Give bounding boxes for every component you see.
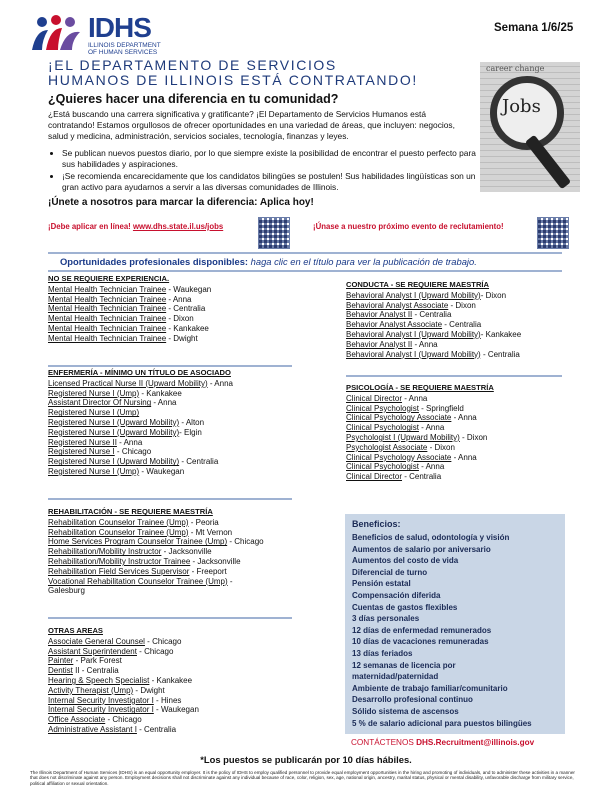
job-title-link[interactable]: Clinical Director	[346, 472, 403, 482]
job-listing	[48, 537, 264, 547]
page-title	[48, 58, 468, 88]
job-listing	[48, 586, 264, 596]
section-psychology	[346, 383, 494, 482]
job-listing	[48, 676, 199, 686]
recruitment-event-link[interactable]: ¡Únase a nuestro próximo evento de reclutamiento!	[313, 222, 504, 231]
job-title-link[interactable]: Behavioral Analyst I (Upward Mobility)	[346, 329, 481, 339]
job-listing	[346, 301, 521, 311]
job-listing	[346, 433, 494, 443]
benefits-list	[352, 532, 532, 729]
job-title-link[interactable]: Vocational Rehabilitation Counselor Trainee (Ump)	[48, 576, 228, 586]
job-listing	[346, 394, 494, 404]
job-location: - Dixon	[427, 442, 455, 452]
job-location: - Centralia	[442, 320, 482, 330]
job-title-link[interactable]: Registered Nurse I (Ump)	[48, 388, 140, 398]
headline-line-1: ¡EL DEPARTAMENTO DE SERVICIOS	[48, 57, 337, 73]
benefit-item: Sólido sistema de ascensos	[352, 706, 459, 716]
job-location: - Anna	[207, 378, 233, 388]
job-location: - Dixon	[459, 432, 488, 442]
job-listing	[48, 557, 264, 567]
job-title-link[interactable]: Registered Nurse I (Upward Mobility)	[48, 417, 180, 427]
section-heading: CONDUCTA - SE REQUIERE MAESTRÍA	[346, 280, 490, 289]
job-title-link[interactable]: Behavioral Analyst Associate	[346, 300, 449, 310]
job-title-link[interactable]: Activity Therapist (Ump)	[48, 685, 134, 695]
job-title-link[interactable]: Behavioral Analyst I (Upward Mobility)	[346, 349, 481, 359]
job-title-link[interactable]: Registered Nurse I	[48, 447, 115, 457]
job-location: - Chicago	[114, 447, 152, 457]
job-location: - Mt Vernon	[188, 527, 233, 537]
job-listing	[48, 314, 211, 324]
job-listing	[48, 518, 264, 528]
job-listing	[48, 457, 233, 467]
job-listing	[346, 462, 494, 472]
job-location: - Anna	[418, 462, 445, 472]
divider	[346, 375, 562, 377]
job-location: - Anna	[451, 413, 477, 423]
logo-title: IDHS	[88, 12, 151, 43]
job-title-link[interactable]: Mental Health Technician Trainee	[48, 323, 167, 333]
info-bullets	[56, 148, 482, 194]
divider	[48, 365, 292, 367]
job-listing	[48, 334, 211, 344]
job-listing	[346, 350, 521, 360]
job-location: - Jacksonville	[161, 547, 212, 557]
job-location: - Waukegan	[153, 705, 199, 715]
benefit-item: Aumentos de salario por aniversario	[352, 544, 491, 554]
qr-code-icon[interactable]	[258, 217, 290, 249]
job-listing	[48, 705, 199, 715]
job-location: II - Centralia	[72, 666, 119, 676]
job-title-link[interactable]: Licensed Practical Nurse II (Upward Mobility)	[48, 378, 208, 388]
job-listing	[346, 330, 521, 340]
job-listing	[48, 408, 233, 418]
legal-disclaimer: The Illinois Department of Human Services (IDHS) is an equal opportunity employer. It is the policy of IDHS to employ qualified personnel to provide equal employment opportunities in the hiring and promoting of individuals, and to administer these activities in a manner that does not discriminate against any person. Employment decisions shall not discriminate against any individual because of race, color, religion, sex, age, national origin, ancestry, marital status, physical or mental disability, unfavorable discharge from military service, political affiliation or sexual orientation.	[30, 770, 575, 786]
job-listing	[346, 320, 521, 330]
job-listing	[48, 304, 211, 314]
section-other-areas	[48, 626, 199, 735]
job-listing	[48, 389, 233, 399]
people-logo-icon	[28, 14, 84, 52]
job-location: - Park Forest	[73, 656, 122, 666]
join-callout: ¡Únete a nosotros para marcar la diferencia: Aplica hoy!	[48, 197, 314, 208]
job-title-link[interactable]: Registered Nurse I (Ump)	[48, 466, 140, 476]
job-listing	[48, 295, 211, 305]
job-title-link[interactable]: Hearing & Speech Specialist	[48, 675, 150, 685]
opportunities-bold: Oportunidades profesionales disponibles:	[60, 256, 249, 267]
benefits-title: Beneficios:	[352, 519, 401, 529]
job-title-link[interactable]: Clinical Psychologist	[346, 403, 419, 413]
job-listing	[346, 443, 494, 453]
benefit-item: maternidad/paternidad	[352, 672, 439, 682]
section-conduct	[346, 280, 521, 359]
job-title-link[interactable]: Administrative Assistant I	[48, 724, 137, 734]
job-title-link[interactable]: Internal Security Investigator I	[48, 695, 154, 705]
job-location: - Centralia	[179, 457, 219, 467]
benefit-item: 13 días feriados	[352, 648, 413, 658]
job-title-link[interactable]: Rehabilitation Counselor Trainee (Ump)	[48, 517, 189, 527]
job-location: - Dwight	[133, 685, 165, 695]
job-title-link[interactable]: Registered Nurse II	[48, 437, 117, 447]
job-listing	[48, 438, 233, 448]
job-title-link[interactable]: Behavior Analyst II	[346, 339, 413, 349]
photo-caption: career change	[486, 64, 545, 73]
job-location: - Jacksonville	[190, 556, 241, 566]
jobs-link[interactable]: www.dhs.state.il.us/jobs	[132, 222, 224, 231]
job-listing	[48, 577, 264, 587]
job-title-link[interactable]: Rehabilitation Field Services Supervisor	[48, 566, 190, 576]
job-title-link[interactable]: Mental Health Technician Trainee	[48, 294, 167, 304]
photo-jobs-word: Jobs	[502, 96, 541, 117]
job-location: - Centralia	[402, 472, 442, 482]
benefit-item: 5 % de salario adicional para puestos bilingües	[352, 718, 532, 728]
contact-line	[351, 738, 534, 747]
job-title-link[interactable]: Assistant Director Of Nursing	[48, 398, 152, 408]
job-listing	[48, 696, 199, 706]
job-location: - Chicago	[227, 537, 264, 547]
job-listing	[48, 637, 199, 647]
section-rehabilitation	[48, 507, 264, 596]
benefit-item: Diferencial de turno	[352, 567, 428, 577]
benefit-item: Cuentas de gastos flexibles	[352, 602, 458, 612]
job-location: - Anna	[402, 393, 428, 403]
job-location: - Hines	[153, 695, 182, 705]
benefit-item: Beneficios de salud, odontología y visión	[352, 533, 510, 542]
job-title-link[interactable]: Painter	[48, 656, 74, 666]
job-listing	[48, 285, 211, 295]
job-location: - Kankakee	[139, 388, 182, 398]
bullet-2: • ¡Se recomienda encarecidamente que los candidatos bilingües se postulen! Sus habilidades lingüísticas son un gran activo para ayudarnos a servir a las diversas comunidades de Illinois.	[62, 171, 482, 193]
job-listing	[48, 418, 233, 428]
job-listing	[48, 428, 233, 438]
job-listing	[346, 310, 521, 320]
job-title-link[interactable]: Rehabilitation/Mobility Instructor Trainee	[48, 556, 191, 566]
job-location: - Kankakee	[166, 323, 209, 333]
job-location: - Elgin	[179, 427, 202, 437]
bullet-1: • Se publican nuevos puestos diario, por lo que siempre existe la posibilidad de encontrar el puesto perfecto para sus habilidades y aspiraciones.	[62, 148, 482, 170]
contact-label: CONTÁCTENOS	[351, 738, 414, 747]
job-location: - Anna	[166, 294, 192, 304]
job-listing	[48, 528, 264, 538]
apply-online	[48, 222, 223, 231]
job-title-link[interactable]: Clinical Psychologist	[346, 423, 419, 433]
job-location: - Centralia	[166, 304, 206, 314]
job-title-link[interactable]: Rehabilitation/Mobility Instructor	[48, 547, 162, 557]
job-listing	[48, 398, 233, 408]
job-title-link[interactable]: Mental Health Technician Trainee	[48, 304, 167, 314]
job-title-link[interactable]: Clinical Director	[346, 393, 403, 403]
section-heading: NO SE REQUIERE EXPERIENCIA.	[48, 274, 170, 283]
job-title-link[interactable]: Office Associate	[48, 715, 106, 725]
divider	[48, 252, 562, 254]
opportunities-italic: haga clic en el título para ver la publicación de trabajo.	[250, 256, 477, 267]
benefit-item: 12 semanas de licencia por	[352, 660, 456, 670]
job-listing	[346, 423, 494, 433]
job-location: - Waukegan	[139, 466, 185, 476]
benefit-item: 10 días de vacaciones remuneradas	[352, 637, 489, 647]
logo-sub-1: ILLINOIS DEPARTMENT	[88, 42, 161, 49]
headline-line-2: HUMANOS DE ILLINOIS ESTÁ CONTRATANDO!	[48, 72, 418, 88]
divider	[48, 498, 292, 500]
job-title-link[interactable]: Mental Health Technician Trainee	[48, 284, 167, 294]
job-title-link[interactable]: Internal Security Investigator I	[48, 705, 154, 715]
benefit-item: Compensación diferida	[352, 590, 441, 600]
job-listing	[346, 453, 494, 463]
posting-notice: *Los puestos se publicarán por 10 días hábiles.	[200, 754, 412, 765]
job-location: - Kankakee	[149, 675, 193, 685]
job-location: Galesburg	[48, 586, 85, 596]
job-title-link[interactable]: Behavior Analyst II	[346, 310, 413, 320]
job-title-link[interactable]: Behavioral Analyst I (Upward Mobility)	[346, 290, 481, 300]
job-location: - Freeport	[189, 566, 227, 576]
benefit-item: Aumentos del costo de vida	[352, 556, 459, 566]
job-title-link[interactable]: Clinical Psychology Associate	[346, 452, 452, 462]
job-title-link[interactable]: Clinical Psychology Associate	[346, 413, 452, 423]
job-title-link[interactable]: Home Services Program Counselor Trainee (Ump)	[48, 537, 228, 547]
job-listing	[48, 686, 199, 696]
opportunities-heading	[60, 256, 477, 267]
logo-wordmark	[88, 14, 161, 56]
job-title-link[interactable]: Registered Nurse I (Upward Mobility)	[48, 427, 180, 437]
job-location: - Anna	[116, 437, 143, 447]
job-title-link[interactable]: Clinical Psychologist	[346, 462, 419, 472]
job-location: - Waukegan	[166, 284, 212, 294]
benefit-item: 3 días personales	[352, 614, 420, 624]
job-location: - Peoria	[188, 517, 219, 527]
job-location: - Chicago	[105, 715, 142, 725]
job-location: - Chicago	[136, 646, 174, 656]
job-title-link[interactable]: Registered Nurse I (Ump)	[48, 408, 140, 418]
job-location: - Dwight	[166, 333, 198, 343]
job-listing	[346, 472, 494, 482]
job-location: - Centralia	[136, 724, 177, 734]
contact-email[interactable]: DHS.Recruitment@illinois.gov	[416, 738, 535, 747]
job-location: - Kankakee	[480, 329, 522, 339]
job-location: - Dixon	[448, 300, 476, 310]
job-location: - Centralia	[412, 310, 452, 320]
job-location: - Anna	[418, 423, 445, 433]
benefit-item: 12 días de enfermedad remunerados	[352, 625, 492, 635]
job-location: - Dixon	[480, 290, 507, 300]
job-location: - Alton	[179, 417, 205, 427]
job-title-link[interactable]: Psychologist Associate	[346, 442, 428, 452]
job-listing	[48, 379, 233, 389]
question-heading: ¿Quieres hacer una diferencia en tu comunidad?	[48, 92, 339, 106]
job-title-link[interactable]: Mental Health Technician Trainee	[48, 314, 167, 324]
job-location: - Anna	[451, 452, 477, 462]
job-listing	[48, 547, 264, 557]
job-listing	[48, 666, 199, 676]
job-location: - Chicago	[144, 636, 182, 646]
job-location: - Anna	[412, 339, 438, 349]
benefit-item: Desarrollo profesional continuo	[352, 695, 473, 705]
job-title-link[interactable]: Rehabilitation Counselor Trainee (Ump)	[48, 527, 189, 537]
section-heading: PSICOLOGÍA - SE REQUIERE MAESTRÍA	[346, 383, 494, 392]
week-date: Semana 1/6/25	[494, 22, 574, 34]
job-title-link[interactable]: Dentist	[48, 666, 73, 676]
apply-label: ¡Debe aplicar en línea!	[48, 222, 131, 231]
section-no-experience	[48, 274, 211, 344]
job-listing	[48, 725, 199, 735]
job-listing	[48, 467, 233, 477]
job-location: -	[227, 576, 233, 586]
section-heading: REHABILITACIÓN - SE REQUIERE MAESTRÍA	[48, 507, 213, 516]
job-listing	[48, 324, 211, 334]
logo-sub-2: OF HUMAN SERVICES	[88, 49, 158, 56]
job-listing	[346, 291, 521, 301]
divider	[48, 617, 292, 619]
section-nursing	[48, 368, 233, 477]
divider	[48, 270, 562, 272]
section-heading: OTRAS AREAS	[48, 626, 103, 635]
qr-code-icon[interactable]	[537, 217, 569, 249]
job-listing	[48, 567, 264, 577]
job-title-link[interactable]: Associate General Counsel	[48, 636, 145, 646]
section-heading: ENFERMERÍA - MÍNIMO UN TÍTULO DE ASOCIADO	[48, 368, 231, 377]
jobs-magnifier-photo	[480, 62, 580, 192]
job-listing	[346, 413, 494, 423]
job-location: - Anna	[151, 398, 177, 408]
job-title-link[interactable]: Assistant Superintendent	[48, 646, 137, 656]
job-listing	[48, 715, 199, 725]
job-title-link[interactable]: Psychologist I (Upward Mobility)	[346, 432, 460, 442]
job-title-link[interactable]: Registered Nurse I (Upward Mobility)	[48, 457, 180, 467]
job-title-link[interactable]: Behavior Analyst Associate	[346, 320, 443, 330]
benefit-item: Pensión estatal	[352, 579, 411, 589]
intro-paragraph: ¿Está buscando una carrera significativa y gratificante? ¡El Departamento de Servicios Humanos está contratando! Estamos orgullosos de ofrecer oportunidades en una variedad de áreas, que incluyen: negocios, salud y medicina, administración, servicios sociales, tecnología, finanzas y leyes.	[48, 109, 455, 141]
job-listing	[346, 340, 521, 350]
benefit-item: Ambiente de trabajo familiar/comunitario	[352, 683, 508, 693]
job-listing	[48, 647, 199, 657]
job-location: - Centralia	[480, 349, 520, 359]
job-listing	[48, 656, 199, 666]
job-listing	[346, 404, 494, 414]
job-location: - Springfield	[418, 403, 464, 413]
job-listing	[48, 447, 233, 457]
job-location: - Dixon	[166, 314, 194, 324]
job-title-link[interactable]: Mental Health Technician Trainee	[48, 333, 167, 343]
